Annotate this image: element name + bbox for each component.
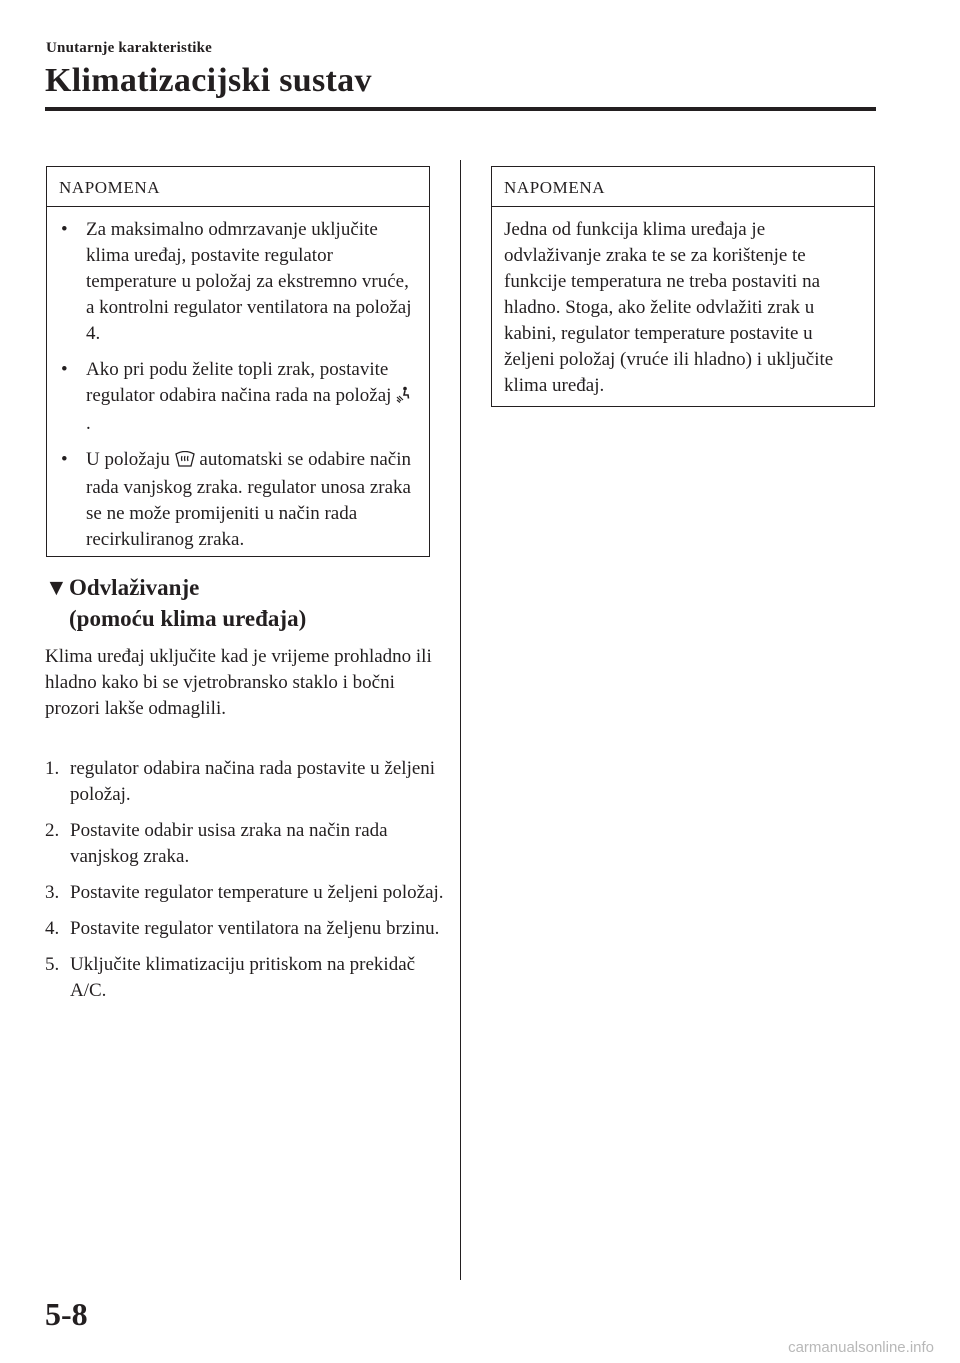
note-label: NAPOMENA — [47, 167, 429, 207]
watermark[interactable]: carmanualsonline.info — [788, 1339, 934, 1356]
step-text: Postavite regulator temperature u željeni položaj. — [70, 882, 444, 903]
step-item — [45, 818, 445, 870]
step-text: Uključite klimatizaciju pritiskom na prekidač A/C. — [70, 954, 416, 1001]
bullet-icon: • — [61, 359, 68, 380]
step-number: 2. — [45, 820, 60, 841]
step-number: 5. — [45, 954, 60, 975]
title-rule — [45, 107, 876, 111]
note-bullet-text: . — [86, 413, 91, 434]
steps-list — [45, 756, 445, 1014]
bullet-icon: • — [61, 219, 68, 240]
triangle-down-icon: ▼ — [45, 575, 68, 600]
note-bullet-list — [47, 207, 429, 553]
section-heading — [45, 572, 306, 634]
note-box-right — [491, 166, 875, 407]
section-heading-line2: (pomoću klima uređaja) — [69, 606, 307, 631]
step-number: 3. — [45, 882, 60, 903]
column-divider — [460, 160, 461, 1280]
page-title: Klimatizacijski sustav — [45, 62, 372, 99]
note-text: Jedna od funkcija klima uređaja je odvlaživanje zraka te se za korištenje te funkcije temperatura ne treba postaviti na hladno. Stoga, ako želite odvlažiti zrak u kabini, regulator temperature postavite u željeni položaj (vruće ili hladno) i uključite klima uređaj. — [504, 219, 834, 396]
note-bullet-item — [61, 217, 415, 347]
defrost-mode-icon — [175, 449, 195, 475]
intro-paragraph: Klima uređaj uključite kad je vrijeme prohladno ili hladno kako bi se vjetrobransko staklo i bočni prozori lakše odmaglili. — [45, 646, 432, 719]
step-text: Postavite regulator ventilatora na željenu brzinu. — [70, 918, 440, 939]
note-bullet-text: automatski se odabire način rada vanjskog zraka. regulator unosa zraka se ne može promijeniti u način rada recirkuliranog zraka. — [86, 449, 411, 550]
page-number: 5-8 — [45, 1296, 88, 1332]
bullet-icon: • — [61, 449, 68, 470]
note-bullet-item — [61, 357, 415, 437]
floor-mode-icon — [396, 385, 412, 411]
note-box-left — [46, 166, 430, 557]
step-item — [45, 880, 445, 906]
section-label: Unutarnje karakteristike — [46, 40, 213, 56]
step-number: 1. — [45, 758, 60, 779]
note-bullet-item — [61, 447, 415, 553]
note-label: NAPOMENA — [492, 167, 874, 207]
note-bullet-text: Za maksimalno odmrzavanje uključite klima uređaj, postavite regulator temperature u položaj za ekstremno vruće, a kontrolni regulator ventilatora na položaj 4. — [86, 219, 412, 344]
section-heading-line1: Odvlaživanje — [69, 575, 200, 600]
step-text: Postavite odabir usisa zraka na način rada vanjskog zraka. — [70, 820, 388, 867]
note-bullet-text: Ako pri podu želite topli zrak, postavite regulator odabira načina rada na položaj — [86, 359, 397, 406]
step-text: regulator odabira načina rada postavite u željeni položaj. — [70, 758, 436, 805]
step-number: 4. — [45, 918, 60, 939]
note-bullet-text: U položaju — [86, 449, 175, 470]
step-item — [45, 952, 445, 1004]
step-item — [45, 756, 445, 808]
step-item — [45, 916, 445, 942]
